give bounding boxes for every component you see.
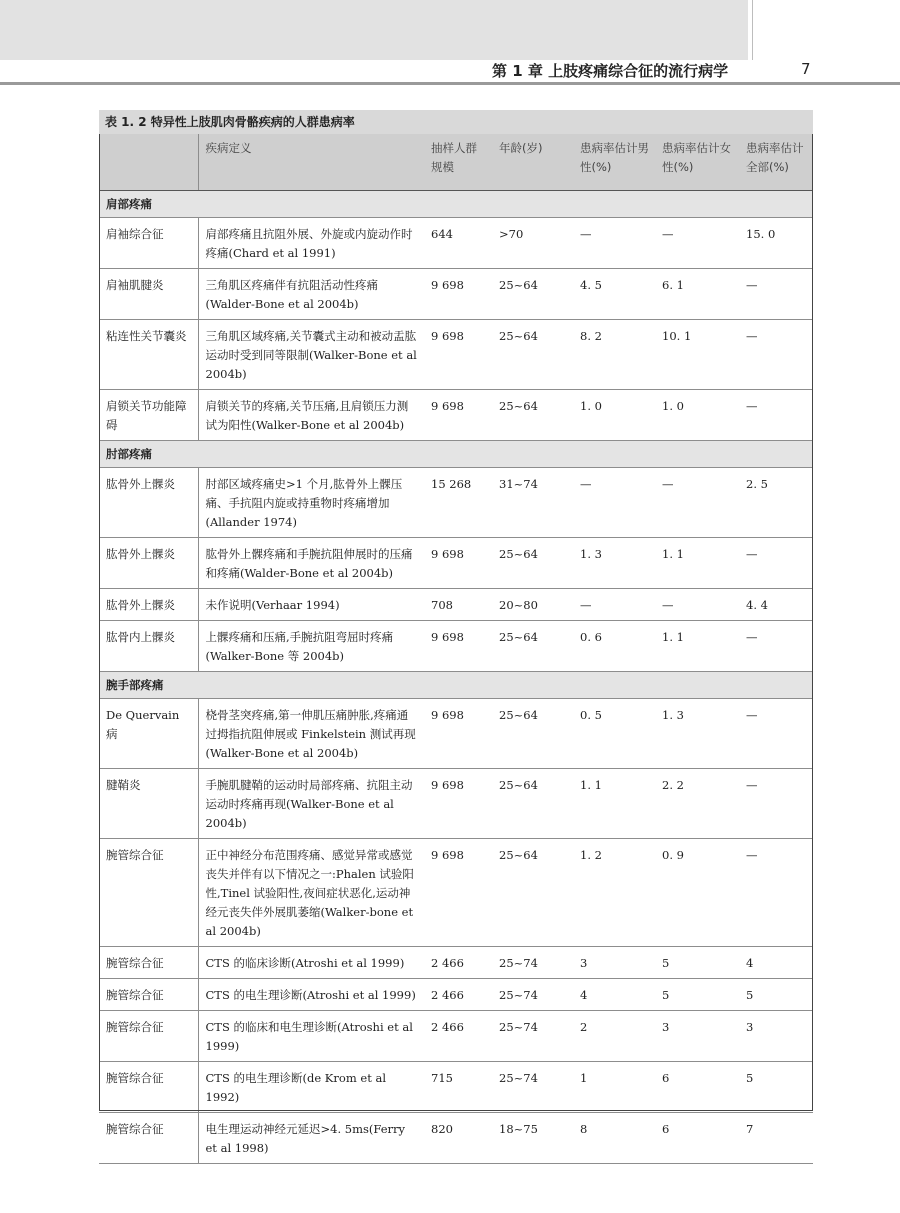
cell-male: —	[573, 218, 655, 269]
table-row	[99, 621, 813, 672]
cell-sample: 9 698	[424, 621, 492, 672]
cell-male: 4	[573, 979, 655, 1011]
cell-sample: 644	[424, 218, 492, 269]
cell-sample: 9 698	[424, 538, 492, 589]
cell-sample: 9 698	[424, 320, 492, 390]
cell-name: 腕管综合征	[99, 979, 198, 1011]
cell-definition: 桡骨茎突疼痛,第一伸肌压痛肿胀,疼痛通过拇指抗阻伸展或 Finkelstein 测试再现(Walker-Bone et al 2004b)	[198, 699, 424, 769]
table-row	[99, 979, 813, 1011]
chapter-title: 第 1 章 上肢疼痛综合征的流行病学	[492, 62, 729, 80]
table-row	[99, 218, 813, 269]
cell-name: 腕管综合征	[99, 839, 198, 947]
cell-female: 6	[655, 1062, 739, 1113]
cell-female: 5	[655, 947, 739, 979]
cell-definition: CTS 的电生理诊断(de Krom et al 1992)	[198, 1062, 424, 1113]
table-row	[99, 468, 813, 538]
cell-sample: 9 698	[424, 269, 492, 320]
table-row	[99, 269, 813, 320]
cell-age: 25~64	[492, 621, 573, 672]
cell-definition: 肘部区域疼痛史>1 个月,肱骨外上髁压痛、手抗阻内旋或持重物时疼痛增加(Allander 1974)	[198, 468, 424, 538]
cell-male: 1. 3	[573, 538, 655, 589]
cell-female: 1. 1	[655, 538, 739, 589]
cell-all: —	[739, 269, 813, 320]
header-band	[0, 0, 748, 60]
cell-female: —	[655, 218, 739, 269]
cell-definition: CTS 的临床和电生理诊断(Atroshi et al 1999)	[198, 1011, 424, 1062]
cell-sample: 9 698	[424, 769, 492, 839]
cell-all: 4. 4	[739, 589, 813, 621]
cell-age: 25~64	[492, 320, 573, 390]
cell-sample: 2 466	[424, 979, 492, 1011]
cell-definition: CTS 的电生理诊断(Atroshi et al 1999)	[198, 979, 424, 1011]
cell-all: —	[739, 538, 813, 589]
cell-definition: 肩部疼痛且抗阻外展、外旋或内旋动作时疼痛(Chard et al 1991)	[198, 218, 424, 269]
cell-male: 1. 0	[573, 390, 655, 441]
cell-definition: 三角肌区域疼痛,关节囊式主动和被动盂肱运动时受到同等限制(Walker-Bone et al 2004b)	[198, 320, 424, 390]
header-band-right	[752, 0, 900, 60]
cell-age: 25~64	[492, 839, 573, 947]
cell-name: 腕管综合征	[99, 947, 198, 979]
cell-age: 18~75	[492, 1113, 573, 1164]
table-row	[99, 947, 813, 979]
cell-age: 25~74	[492, 947, 573, 979]
table-row	[99, 538, 813, 589]
cell-all: —	[739, 390, 813, 441]
table-row	[99, 589, 813, 621]
cell-age: 25~64	[492, 538, 573, 589]
section-title: 肘部疼痛	[99, 441, 813, 468]
cell-sample: 9 698	[424, 390, 492, 441]
cell-male: 2	[573, 1011, 655, 1062]
table-caption: 表 1. 2 特异性上肢肌肉骨骼疾病的人群患病率	[99, 110, 813, 134]
cell-age: 20~80	[492, 589, 573, 621]
table-row	[99, 320, 813, 390]
cell-male: 0. 5	[573, 699, 655, 769]
cell-definition: CTS 的临床诊断(Atroshi et al 1999)	[198, 947, 424, 979]
cell-age: >70	[492, 218, 573, 269]
cell-female: 6	[655, 1113, 739, 1164]
table-row	[99, 390, 813, 441]
cell-all: 2. 5	[739, 468, 813, 538]
cell-name: 肱骨外上髁炎	[99, 468, 198, 538]
cell-male: 1	[573, 1062, 655, 1113]
column-header: 抽样人群规模	[424, 134, 492, 191]
cell-definition: 未作说明(Verhaar 1994)	[198, 589, 424, 621]
cell-female: 0. 9	[655, 839, 739, 947]
cell-name: De Quervain 病	[99, 699, 198, 769]
cell-sample: 15 268	[424, 468, 492, 538]
cell-definition: 正中神经分布范围疼痛、感觉异常或感觉丧失并伴有以下情况之一:Phalen 试验阳性,Tinel 试验阳性,夜间症状恶化,运动神经元丧失伴外展肌萎缩(Walker-bone et al 2004b)	[198, 839, 424, 947]
cell-female: 5	[655, 979, 739, 1011]
cell-all: 3	[739, 1011, 813, 1062]
cell-female: 1. 3	[655, 699, 739, 769]
table-row	[99, 1062, 813, 1113]
page-number: 7	[801, 60, 811, 78]
cell-female: 6. 1	[655, 269, 739, 320]
section-row	[99, 672, 813, 699]
column-header	[99, 134, 198, 191]
cell-name: 腕管综合征	[99, 1062, 198, 1113]
cell-male: 0. 6	[573, 621, 655, 672]
cell-male: 8	[573, 1113, 655, 1164]
cell-age: 25~74	[492, 1011, 573, 1062]
cell-male: 1. 2	[573, 839, 655, 947]
cell-male: —	[573, 589, 655, 621]
cell-sample: 715	[424, 1062, 492, 1113]
cell-definition: 电生理运动神经元延迟>4. 5ms(Ferry et al 1998)	[198, 1113, 424, 1164]
cell-all: 4	[739, 947, 813, 979]
cell-all: 15. 0	[739, 218, 813, 269]
column-header: 患病率估计女性(%)	[655, 134, 739, 191]
cell-male: 8. 2	[573, 320, 655, 390]
cell-name: 肱骨内上髁炎	[99, 621, 198, 672]
table-row	[99, 699, 813, 769]
cell-female: 2. 2	[655, 769, 739, 839]
cell-name: 肱骨外上髁炎	[99, 538, 198, 589]
cell-sample: 820	[424, 1113, 492, 1164]
table-row	[99, 1113, 813, 1164]
cell-name: 肩袖肌腱炎	[99, 269, 198, 320]
cell-definition: 手腕肌腱鞘的运动时局部疼痛、抗阻主动运动时疼痛再现(Walker-Bone et al 2004b)	[198, 769, 424, 839]
table-row	[99, 769, 813, 839]
table-header-row	[99, 134, 813, 191]
section-row	[99, 441, 813, 468]
section-title: 腕手部疼痛	[99, 672, 813, 699]
column-header: 年龄(岁)	[492, 134, 573, 191]
column-header: 患病率估计全部(%)	[739, 134, 813, 191]
cell-male: 4. 5	[573, 269, 655, 320]
column-header: 疾病定义	[198, 134, 424, 191]
cell-definition: 肩锁关节的疼痛,关节压痛,且肩锁压力测试为阳性(Walker-Bone et al 2004b)	[198, 390, 424, 441]
cell-sample: 2 466	[424, 1011, 492, 1062]
cell-name: 腕管综合征	[99, 1113, 198, 1164]
cell-all: —	[739, 621, 813, 672]
cell-definition: 三角肌区疼痛伴有抗阻活动性疼痛(Walder-Bone et al 2004b)	[198, 269, 424, 320]
cell-name: 肩锁关节功能障碍	[99, 390, 198, 441]
cell-male: 3	[573, 947, 655, 979]
cell-name: 粘连性关节囊炎	[99, 320, 198, 390]
header-rule	[0, 82, 900, 85]
cell-age: 25~64	[492, 699, 573, 769]
cell-all: —	[739, 320, 813, 390]
cell-sample: 9 698	[424, 699, 492, 769]
cell-female: 3	[655, 1011, 739, 1062]
cell-sample: 9 698	[424, 839, 492, 947]
cell-male: —	[573, 468, 655, 538]
cell-name: 腕管综合征	[99, 1011, 198, 1062]
table-row	[99, 839, 813, 947]
cell-age: 25~74	[492, 979, 573, 1011]
section-row	[99, 191, 813, 218]
cell-all: —	[739, 699, 813, 769]
cell-female: 1. 1	[655, 621, 739, 672]
cell-definition: 上髁疼痛和压痛,手腕抗阻弯屈时疼痛(Walker-Bone 等 2004b)	[198, 621, 424, 672]
cell-all: —	[739, 769, 813, 839]
cell-female: 10. 1	[655, 320, 739, 390]
cell-female: 1. 0	[655, 390, 739, 441]
cell-all: 7	[739, 1113, 813, 1164]
column-header: 患病率估计男性(%)	[573, 134, 655, 191]
cell-age: 25~64	[492, 269, 573, 320]
cell-female: —	[655, 468, 739, 538]
cell-name: 腱鞘炎	[99, 769, 198, 839]
cell-name: 肱骨外上髁炎	[99, 589, 198, 621]
cell-sample: 2 466	[424, 947, 492, 979]
cell-age: 25~64	[492, 769, 573, 839]
cell-age: 31~74	[492, 468, 573, 538]
cell-all: 5	[739, 1062, 813, 1113]
cell-all: —	[739, 839, 813, 947]
section-title: 肩部疼痛	[99, 191, 813, 218]
cell-male: 1. 1	[573, 769, 655, 839]
cell-all: 5	[739, 979, 813, 1011]
cell-female: —	[655, 589, 739, 621]
cell-age: 25~74	[492, 1062, 573, 1113]
table-row	[99, 1011, 813, 1062]
cell-age: 25~64	[492, 390, 573, 441]
cell-name: 肩袖综合征	[99, 218, 198, 269]
cell-sample: 708	[424, 589, 492, 621]
cell-definition: 肱骨外上髁疼痛和手腕抗阻伸展时的压痛和疼痛(Walder-Bone et al 2004b)	[198, 538, 424, 589]
prevalence-table	[99, 134, 813, 1164]
